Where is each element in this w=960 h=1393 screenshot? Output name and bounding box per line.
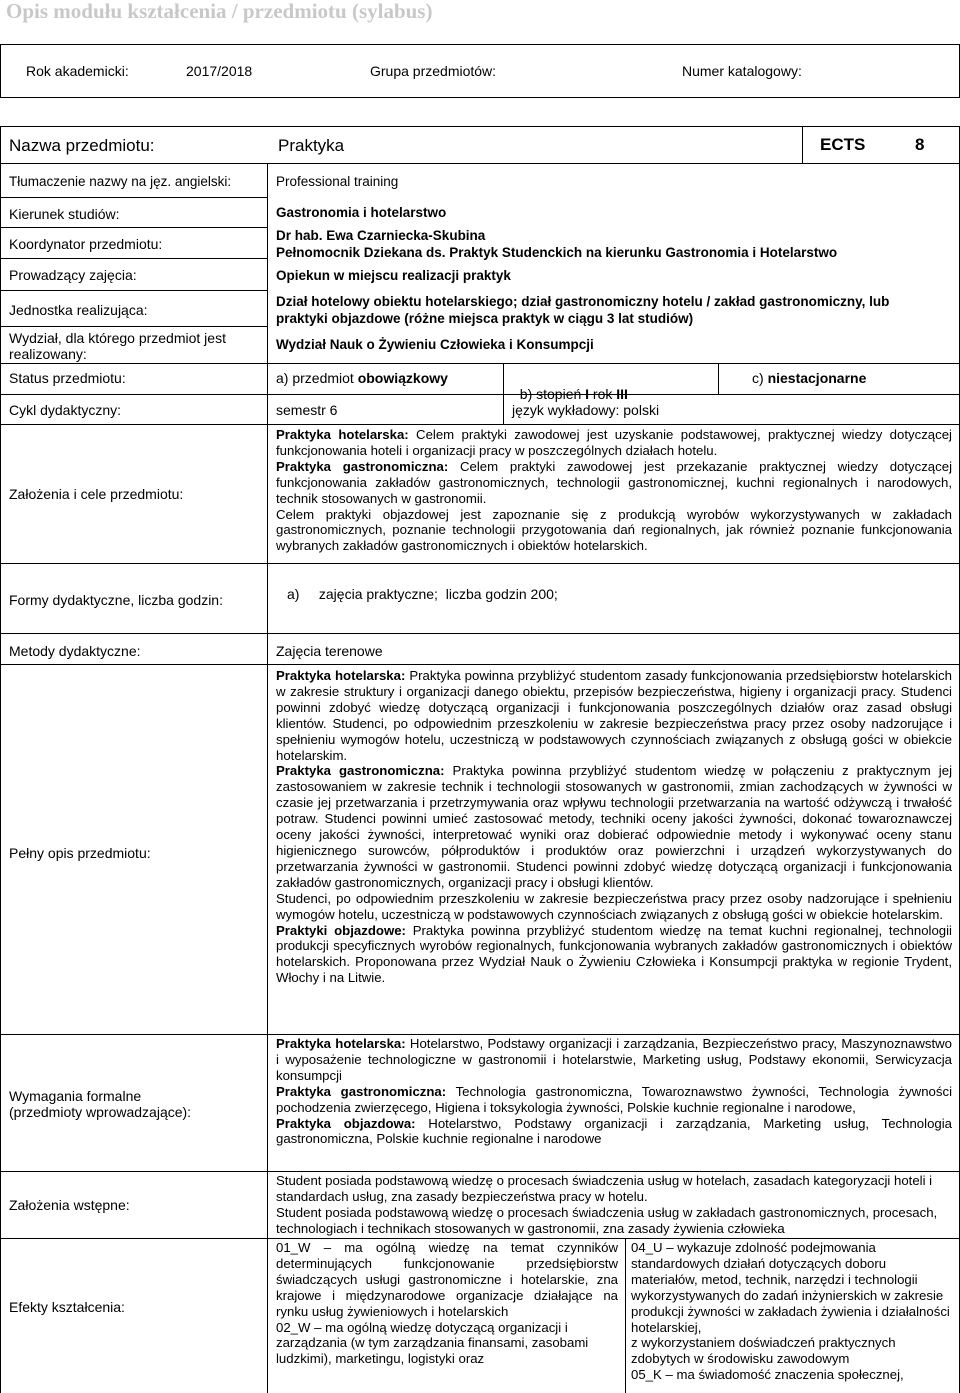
divider <box>0 258 267 259</box>
divider <box>0 126 1 163</box>
jezyk-value: język wykładowy: polski <box>512 402 660 418</box>
status-a-value: obowiązkowy <box>357 370 448 386</box>
efekt-02-w: 02_W – ma ogólną wiedzę dotyczącą organizacji i zarządzania (w tym zarządzania finansami, zasobami ludzkimi), marketingu, logistyki oraz <box>276 1319 589 1367</box>
divider <box>0 44 960 45</box>
kierunek-value: Gastronomia i hotelarstwo <box>276 205 447 220</box>
formy-value: a) zajęcia praktyczne; liczba godzin 200; <box>287 586 558 602</box>
rok-label: Rok akademicki: <box>26 63 129 79</box>
cele-p2-text: Celem praktyki zawodowej jest przekazanie praktycznej wiedzy dotyczącej funkcjonowania zakładów gastronomicznych, technologii gastronomicznej, kuchni regionalnych i narodowych, technik stosowanych w gastronomii. <box>276 458 952 506</box>
cele-praktyka-gastronomiczna <box>276 459 952 507</box>
metody-label: Metody dydaktyczne: <box>9 643 141 659</box>
wymagania-label-1: Wymagania formalne <box>9 1088 142 1104</box>
koordynator-value: Dr hab. Ewa Czarniecka-Skubina <box>276 228 486 243</box>
opis-p1-heading: Praktyka hotelarska: <box>276 668 406 683</box>
divider <box>0 1171 960 1172</box>
status-c <box>752 370 866 386</box>
wymagania-label-2: (przedmioty wprowadzające): <box>9 1104 192 1120</box>
divider <box>718 363 719 394</box>
efekt-04-u-cd: z wykorzystaniem doświadczeń praktycznych zdobytych w środowisku zawodowym <box>631 1335 896 1367</box>
wymagania-p3-text: Hotelarstwo, Podstawy organizacji i zarządzania, Marketing usług, Technologia gastronomiczna, Polskie kuchnie regionalne i narodowe <box>276 1115 952 1147</box>
metody-value: Zajęcia terenowe <box>276 643 383 659</box>
status-c-value: niestacjonarne <box>767 370 867 386</box>
zalozenia-wstepne-label: Założenia wstępne: <box>9 1197 130 1213</box>
tlumaczenie-label: Tłumaczenie nazwy na jęz. angielski: <box>9 174 232 189</box>
cykl-label: Cykl dydaktyczny: <box>9 402 122 418</box>
jednostka-value-1: Dział hotelowy obiektu hotelarskiego; dział gastronomiczny hotelu / zakład gastronomiczny, lub <box>276 294 890 309</box>
divider <box>802 126 803 163</box>
opis-praktyki-objazdowe <box>276 923 952 987</box>
divider <box>267 163 268 363</box>
cele-p1-text: Celem praktyki zawodowej jest uzyskanie podstawowej, praktycznej wiedzy dotyczącej funkcjonowania hoteli i organizacji pracy w poszczególnych działach hotelu. <box>276 427 952 458</box>
divider <box>0 97 960 98</box>
prowadzacy-label: Prowadzący zajęcia: <box>9 267 137 283</box>
status-a-prefix: a) przedmiot <box>276 370 358 386</box>
zalozenia-wstepne-content <box>276 1173 952 1237</box>
pelny-opis-label: Pełny opis przedmiotu: <box>9 845 151 861</box>
kierunek-label: Kierunek studiów: <box>9 206 120 222</box>
cele-p2-heading: Praktyka gastronomiczna: <box>276 458 449 474</box>
status-b-prefix: b) stopień <box>519 386 586 402</box>
wymagania-hotelarska <box>276 1036 952 1084</box>
opis-p4-text: Praktyka powinna przybliżyć studentom wiedzę na temat kuchni regionalnej, technologii produkcji specyficznych wyrobów regionalnych, funkcjonowania wybranych zakładów gastronomicznych i obiektów hotelarskich. Proponowana przez Wydział Nauk o Żywieniu Człowieka i Konsumpcji praktyka w regionie Trydent, Włochy i na Litwie. <box>276 922 952 986</box>
wymagania-p2-text: Technologia gastronomiczna, Towaroznawstwo żywności, Technologia żywności pochodzenia zwierzęcego, Higiena i toksykologia żywności, Polskie kuchnie regionalne i narodowe, <box>276 1083 952 1115</box>
zalozenia-cele-label: Założenia i cele przedmiotu: <box>9 486 184 502</box>
efekt-01-w: 01_W – ma ogólną wiedzę na temat czynników determinujących funkcjonowanie przedsiębiorstw świadczących usługi gastronomiczne i hotelarskie, zna krajowe i międzynarodowe organizacje działające na rynku usług żywieniowych i hotelarskich <box>276 1240 618 1319</box>
status-c-prefix: c) <box>752 370 768 386</box>
divider <box>0 363 960 364</box>
efekty-left <box>276 1240 618 1367</box>
efekt-05-k: 05_K – ma świadomość znaczenia społecznej, <box>631 1367 904 1383</box>
divider <box>0 563 960 564</box>
divider <box>0 394 960 395</box>
status-a <box>276 370 448 386</box>
wydzial-label-2: realizowany: <box>9 346 87 362</box>
status-label: Status przedmiotu: <box>9 370 126 386</box>
cele-p1-heading: Praktyka hotelarska: <box>276 427 409 442</box>
divider <box>0 326 267 327</box>
divider <box>0 197 267 198</box>
wymagania-p2-heading: Praktyka gastronomiczna: <box>276 1083 447 1099</box>
wymagania-p1-heading: Praktyka hotelarska: <box>276 1036 406 1051</box>
numer-label: Numer katalogowy: <box>682 63 802 79</box>
divider <box>267 363 268 394</box>
opis-praktyka-hotelarska <box>276 668 952 763</box>
cele-praktyka-hotelarska <box>276 427 952 459</box>
cele-praktyka-objazdowa: Celem praktyki objazdowej jest zapoznanie się z produkcją wyrobów wykorzystywanych w zakładach gastronomicznych, poznanie technologii przygotowania dań regionalnych, jak również poznanie funkcjonowania wybranych zakładów gastronomicznych i obiektów hotelarskich. <box>276 506 952 554</box>
nazwa-label: Nazwa przedmiotu: <box>9 136 155 155</box>
wymagania-objazdowa <box>276 1116 952 1148</box>
zalozenia-wstepne-gastronomia: Student posiada podstawową wiedzę o procesach świadczenia usług w zakładach gastronomicznych, procesach, technologiach i technikach stosowanych w gastronomii, zna zasady żywienia człowieka <box>276 1204 938 1236</box>
wymagania-gastronomiczna <box>276 1084 952 1116</box>
divider <box>0 633 960 634</box>
jednostka-value-2: praktyki objazdowe (różne miejsca praktyk w ciągu 3 lat studiów) <box>276 311 694 326</box>
opis-p1-text: Praktyka powinna przybliżyć studentom zasady funkcjonowania przedsiębiorstw hotelarskich w zakresie struktury i organizacji danego obiektu, przepisów bezpieczeństwa, higieny i organizacji pracy. Studenci powinni zdobyć wiedzę dotyczącą organizacji i funkcjonowania poszczególnych działów oraz zasad obsługi klientów. Studenci, po odpowiednim przeszkoleniu w zakresie bezpieczeństwa pracy przez osoby nadzorujące i spełnieniu wymogów hotelu, uczestniczą w podstawowych czynnościach związanych z obsługą gości w obiekcie hotelarskim. <box>276 668 952 763</box>
koordynator-label: Koordynator przedmiotu: <box>9 236 163 252</box>
divider <box>0 1034 960 1035</box>
prowadzacy-value: Opiekun w miejscu realizacji praktyk <box>276 268 511 283</box>
cykl-value: semestr 6 <box>276 402 338 418</box>
opis-p2-heading: Praktyka gastronomiczna: <box>276 763 445 779</box>
opis-praktyka-gastronomiczna <box>276 763 952 890</box>
divider <box>267 394 268 424</box>
status-b-rok: III <box>616 386 628 402</box>
opis-p2-text: Praktyka powinna przybliżyć studentom wiedzę w połączeniu z praktycznym jej zastosowaniem w zakresie technik i technologii stosowanych w gastronomii, zmian zachodzących w żywności w czasie jej przetwarzania i przetrzymywania oraz wpływu technologii przetwarzania na wartość odżywczą i trwałość potraw. Studenci powinni umieć zastosować metody, techniki oceny jakości żywności, dokonać towaroznawczej oceny jakości żywności, interpretować wyniki oraz dobierać odpowiednie metody i wykonywać oceny stanu higienicznego surowców, półproduktów i produktów oraz powierzchni i urządzeń wykorzystywanych do przetwarzania żywności w gastronomii. Studenci powinni zdobyć wiedzę dotyczącą organizacji i funkcjonowania zakładów gastronomicznych, organizacji pracy i obsługi klientów. <box>276 763 952 890</box>
divider <box>0 163 960 164</box>
wydzial-value: Wydział Nauk o Żywieniu Człowieka i Konsumpcji <box>276 337 594 352</box>
ects-label: ECTS <box>820 135 866 154</box>
ects-value: 8 <box>915 135 925 154</box>
tlumaczenie-value: Professional training <box>276 174 399 189</box>
divider <box>0 664 960 665</box>
divider <box>503 363 504 394</box>
divider <box>0 290 267 291</box>
divider <box>0 163 1 1393</box>
efekty-label: Efekty kształcenia: <box>9 1299 125 1315</box>
opis-szkolenie-bhp: Studenci, po odpowiednim przeszkoleniu w zakresie bezpieczeństwa pracy przez osoby nadzorujące i spełnieniu wymogów hotelu, uczestniczą w podstawowych czynnościach związanych z obsługą gości w obiekcie hotelarskim. <box>276 890 952 922</box>
status-b-mid: rok <box>589 386 617 402</box>
wymagania-p1-text: Hotelarstwo, Podstawy organizacji i zarządzania, Bezpieczeństwo pracy, Maszynoznawstwo i wyposażenie technologiczne w gastronomii i hotelarstwie, Marketing usług, Podstawy ekonomii, Serwicyzacja konsumpcji <box>276 1036 952 1083</box>
status-b <box>512 370 628 402</box>
divider <box>503 394 504 424</box>
opis-p4-heading: Praktyki objazdowe: <box>276 922 406 938</box>
efekt-04-u: 04_U – wykazuje zdolność podejmowania standardowych działań dotyczących doboru materiałów, metod, technik, narzędzi i technologii wykorzystywanych do zadań inżynierskich w zakresie produkcji żywności w zakładach żywienia i działalności hotelarskiej, <box>631 1240 950 1335</box>
zalozenia-wstepne-hotel: Student posiada podstawową wiedzę o procesach świadczenia usług w hotelach, zasadach kategoryzacji hoteli i standardach usług, zna zasady bezpieczeństwa pracy w hotelu. <box>276 1173 933 1204</box>
divider <box>0 227 267 228</box>
wymagania-p3-heading: Praktyka objazdowa: <box>276 1115 416 1131</box>
divider <box>267 563 268 633</box>
document-title: Opis modułu kształcenia / przedmiotu (sylabus) <box>6 0 433 23</box>
jednostka-label: Jednostka realizująca: <box>9 302 148 318</box>
rok-value: 2017/2018 <box>186 63 253 79</box>
nazwa-value: Praktyka <box>278 136 345 155</box>
efekty-right <box>631 1240 953 1383</box>
koordynator-value-2: Pełnomocnik Dziekana ds. Praktyk Studenckich na kierunku Gastronomia i Hotelarstwo <box>276 245 838 260</box>
pelny-opis-content <box>276 668 952 986</box>
grupa-label: Grupa przedmiotów: <box>370 63 497 79</box>
divider <box>625 1238 626 1393</box>
divider <box>267 633 268 1393</box>
wymagania-content <box>276 1036 952 1147</box>
status-b-stopien: I <box>585 386 590 402</box>
formy-label: Formy dydaktyczne, liczba godzin: <box>9 592 223 608</box>
divider <box>0 44 1 97</box>
divider <box>0 1238 960 1239</box>
divider <box>0 424 960 425</box>
zalozenia-cele-content <box>276 427 952 554</box>
wydzial-label-1: Wydział, dla którego przedmiot jest <box>9 330 226 346</box>
divider <box>0 126 960 127</box>
divider <box>267 424 268 563</box>
